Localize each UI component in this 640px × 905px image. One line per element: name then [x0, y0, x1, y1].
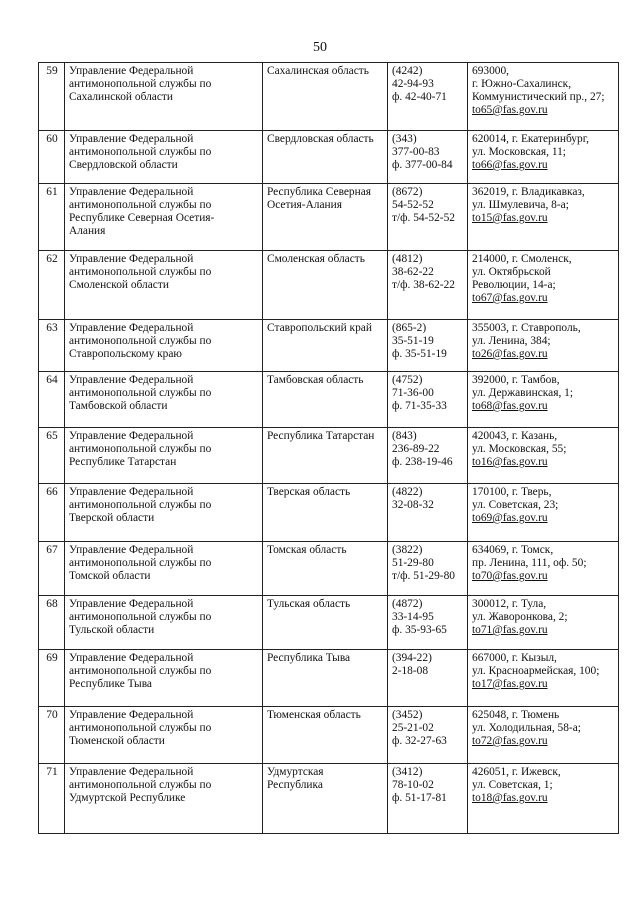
address-line: 355003, г. Ставрополь, — [472, 322, 581, 334]
row-number-cell — [39, 131, 65, 184]
row-number-cell — [39, 320, 65, 372]
office-name-line: Управление Федеральной — [69, 544, 194, 556]
address-line: 362019, г. Владикавказ, — [472, 186, 585, 198]
phone-line: ф. 42-40-71 — [392, 91, 447, 103]
phone-cell — [388, 650, 468, 707]
office-name-line: Управление Федеральной — [69, 322, 194, 334]
table-row — [39, 428, 619, 484]
email-link[interactable]: to67@fas.gov.ru — [472, 292, 548, 304]
office-name-line: Республике Тыва — [69, 678, 152, 690]
address-line: ул. Московская, 11; — [472, 146, 566, 158]
phone-cell — [388, 63, 468, 131]
region-line: Тульская область — [267, 598, 351, 610]
region-line: Тюменская область — [267, 709, 361, 721]
table-row — [39, 484, 619, 542]
address-cell — [468, 764, 619, 834]
office-name-line: Томской области — [69, 570, 151, 582]
table-row — [39, 764, 619, 834]
phone-line: ф. 238-19-46 — [392, 456, 453, 468]
email-link[interactable]: to68@fas.gov.ru — [472, 400, 548, 412]
office-name-line: Управление Федеральной — [69, 709, 194, 721]
phone-line: (4812) — [392, 253, 423, 265]
office-name-cell — [65, 320, 263, 372]
address-line: ул. Шмулевича, 8-а; — [472, 199, 569, 211]
region-cell — [263, 251, 388, 320]
region-cell — [263, 131, 388, 184]
table-row — [39, 251, 619, 320]
row-number-cell — [39, 650, 65, 707]
address-line: ул. Октябрьской — [472, 266, 551, 278]
table-row — [39, 596, 619, 650]
office-name-line: Алания — [69, 225, 106, 237]
address-line: ул. Державинская, 1; — [472, 387, 573, 399]
phone-cell — [388, 542, 468, 596]
office-name-line: антимонопольной службы по — [69, 499, 212, 511]
address-cell — [468, 428, 619, 484]
region-cell — [263, 63, 388, 131]
phone-line: 377-00-83 — [392, 146, 440, 158]
office-name-cell — [65, 131, 263, 184]
address-line: 300012, г. Тула, — [472, 598, 547, 610]
region-cell — [263, 184, 388, 251]
email-link[interactable]: to65@fas.gov.ru — [472, 104, 548, 116]
phone-line: 38-62-22 — [392, 266, 434, 278]
row-number-cell — [39, 596, 65, 650]
region-cell — [263, 320, 388, 372]
phone-line: (3412) — [392, 766, 423, 778]
phone-line: 42-94-93 — [392, 78, 434, 90]
region-line: Удмуртская — [267, 766, 324, 778]
phone-line: 54-52-52 — [392, 199, 434, 211]
table-row — [39, 707, 619, 764]
address-line: пр. Ленина, 111, оф. 50; — [472, 557, 587, 569]
address-line: 170100, г. Тверь, — [472, 486, 552, 498]
address-line: 392000, г. Тамбов, — [472, 374, 560, 386]
page-number: 50 — [313, 40, 327, 55]
office-name-line: антимонопольной службы по — [69, 335, 212, 347]
office-name-cell — [65, 428, 263, 484]
phone-cell — [388, 184, 468, 251]
phone-line: (3822) — [392, 544, 423, 556]
office-name-line: антимонопольной службы по — [69, 665, 212, 677]
row-number: 68 — [46, 598, 58, 610]
phone-line: 236-89-22 — [392, 443, 440, 455]
address-cell — [468, 131, 619, 184]
region-line: Республика Тыва — [267, 652, 351, 664]
email-link[interactable]: to70@fas.gov.ru — [472, 570, 548, 582]
address-line: 693000, — [472, 65, 510, 77]
address-line: ул. Красноармейская, 100; — [472, 665, 600, 677]
office-name-line: Управление Федеральной — [69, 186, 194, 198]
address-line: 420043, г. Казань, — [472, 430, 558, 442]
address-line: г. Южно-Сахалинск, — [472, 78, 572, 90]
region-line: Ставропольский край — [267, 322, 372, 334]
row-number-cell — [39, 764, 65, 834]
phone-line: т/ф. 54-52-52 — [392, 212, 455, 224]
region-line: Смоленская область — [267, 253, 365, 265]
address-line: 667000, г. Кызыл, — [472, 652, 557, 664]
phone-line: (4752) — [392, 374, 423, 386]
phone-line: ф. 35-93-65 — [392, 624, 447, 636]
office-name-line: антимонопольной службы по — [69, 146, 212, 158]
row-number-cell — [39, 63, 65, 131]
office-name-line: Управление Федеральной — [69, 65, 194, 77]
region-cell — [263, 764, 388, 834]
row-number: 66 — [46, 486, 58, 498]
office-name-cell — [65, 707, 263, 764]
phone-cell — [388, 596, 468, 650]
office-name-cell — [65, 542, 263, 596]
address-cell — [468, 251, 619, 320]
phone-line: (3452) — [392, 709, 423, 721]
row-number-cell — [39, 372, 65, 428]
phone-line: т/ф. 51-29-80 — [392, 570, 455, 582]
row-number: 69 — [46, 652, 58, 664]
phone-line: (4872) — [392, 598, 423, 610]
row-number: 62 — [46, 253, 58, 265]
address-line: 214000, г. Смоленск, — [472, 253, 572, 265]
phone-cell — [388, 484, 468, 542]
region-cell — [263, 596, 388, 650]
address-cell — [468, 320, 619, 372]
address-cell — [468, 542, 619, 596]
address-line: ул. Холодильная, 58-а; — [472, 722, 581, 734]
office-name-line: Свердловской области — [69, 159, 178, 171]
region-cell — [263, 650, 388, 707]
table-row — [39, 63, 619, 131]
office-name-cell — [65, 484, 263, 542]
row-number: 60 — [46, 133, 58, 145]
row-number-cell — [39, 184, 65, 251]
office-name-line: Управление Федеральной — [69, 766, 194, 778]
row-number: 71 — [46, 766, 58, 778]
office-name-line: Управление Федеральной — [69, 133, 194, 145]
office-name-cell — [65, 184, 263, 251]
phone-cell — [388, 251, 468, 320]
office-name-cell — [65, 63, 263, 131]
registry-table-body — [39, 63, 619, 834]
phone-line: 51-29-80 — [392, 557, 434, 569]
email-link[interactable]: to15@fas.gov.ru — [472, 212, 548, 224]
email-link[interactable]: to66@fas.gov.ru — [472, 159, 548, 171]
phone-line: ф. 35-51-19 — [392, 348, 447, 360]
table-row — [39, 542, 619, 596]
phone-line: (8672) — [392, 186, 423, 198]
office-name-line: Смоленской области — [69, 279, 169, 291]
office-name-line: антимонопольной службы по — [69, 199, 212, 211]
office-name-line: Управление Федеральной — [69, 486, 194, 498]
table-row — [39, 184, 619, 251]
email-link[interactable]: to18@fas.gov.ru — [472, 792, 548, 804]
phone-line: (394-22) — [392, 652, 432, 664]
phone-line: ф. 377-00-84 — [392, 159, 453, 171]
region-line: Томская область — [267, 544, 347, 556]
office-name-line: Сахалинской области — [69, 91, 173, 103]
phone-line: (343) — [392, 133, 417, 145]
region-line: Осетия-Алания — [267, 199, 342, 211]
email-link[interactable]: to71@fas.gov.ru — [472, 624, 548, 636]
office-name-line: Республике Татарстан — [69, 456, 177, 468]
phone-line: (843) — [392, 430, 417, 442]
row-number: 61 — [46, 186, 58, 198]
office-name-cell — [65, 650, 263, 707]
office-name-cell — [65, 764, 263, 834]
phone-line: 78-10-02 — [392, 779, 434, 791]
phone-line: 2-18-08 — [392, 665, 429, 677]
region-line: Свердловская область — [267, 133, 374, 145]
row-number-cell — [39, 251, 65, 320]
region-cell — [263, 372, 388, 428]
phone-line: ф. 32-27-63 — [392, 735, 447, 747]
office-name-line: антимонопольной службы по — [69, 722, 212, 734]
region-line: Сахалинская область — [267, 65, 369, 77]
office-name-line: антимонопольной службы по — [69, 557, 212, 569]
region-line: Республика — [267, 779, 323, 791]
address-line: ул. Ленина, 384; — [472, 335, 551, 347]
address-line: Коммунистический пр., 27; — [472, 91, 605, 103]
region-cell — [263, 428, 388, 484]
row-number: 67 — [46, 544, 58, 556]
address-line: ул. Советская, 1; — [472, 779, 553, 791]
office-name-line: антимонопольной службы по — [69, 387, 212, 399]
office-name-line: Управление Федеральной — [69, 253, 194, 265]
row-number-cell — [39, 542, 65, 596]
phone-cell — [388, 428, 468, 484]
row-number: 59 — [46, 65, 58, 77]
region-line: Тверская область — [267, 486, 351, 498]
email-link[interactable]: to69@fas.gov.ru — [472, 512, 548, 524]
region-cell — [263, 484, 388, 542]
phone-line: 32-08-32 — [392, 499, 434, 511]
address-cell — [468, 707, 619, 764]
phone-line: 33-14-95 — [392, 611, 434, 623]
address-cell — [468, 484, 619, 542]
address-line: 634069, г. Томск, — [472, 544, 554, 556]
office-name-line: антимонопольной службы по — [69, 611, 212, 623]
address-line: Революции, 14-а; — [472, 279, 556, 291]
row-number: 70 — [46, 709, 58, 721]
phone-cell — [388, 320, 468, 372]
phone-cell — [388, 372, 468, 428]
office-name-line: Республике Северная Осетия- — [69, 212, 215, 224]
office-name-cell — [65, 251, 263, 320]
address-line: ул. Советская, 23; — [472, 499, 559, 511]
registry-table — [38, 62, 619, 834]
address-cell — [468, 372, 619, 428]
address-cell — [468, 184, 619, 251]
office-name-line: Тверской области — [69, 512, 155, 524]
row-number-cell — [39, 428, 65, 484]
region-line: Республика Северная — [267, 186, 372, 198]
phone-line: ф. 71-35-33 — [392, 400, 447, 412]
address-line: 620014, г. Екатеринбург, — [472, 133, 589, 145]
phone-line: (4822) — [392, 486, 423, 498]
phone-line: 71-36-00 — [392, 387, 434, 399]
phone-line: ф. 51-17-81 — [392, 792, 447, 804]
phone-line: (865-2) — [392, 322, 427, 334]
table-row — [39, 131, 619, 184]
email-link[interactable]: to16@fas.gov.ru — [472, 456, 548, 468]
address-line: ул. Московская, 55; — [472, 443, 567, 455]
office-name-cell — [65, 596, 263, 650]
address-line: ул. Жаворонкова, 2; — [472, 611, 568, 623]
email-link[interactable]: to17@fas.gov.ru — [472, 678, 548, 690]
table-row — [39, 650, 619, 707]
address-cell — [468, 63, 619, 131]
office-name-line: Тамбовской области — [69, 400, 168, 412]
address-cell — [468, 650, 619, 707]
phone-line: 35-51-19 — [392, 335, 434, 347]
address-line: 625048, г. Тюмень — [472, 709, 560, 721]
phone-cell — [388, 707, 468, 764]
office-name-line: антимонопольной службы по — [69, 779, 212, 791]
region-cell — [263, 542, 388, 596]
office-name-line: Управление Федеральной — [69, 652, 194, 664]
email-link[interactable]: to72@fas.gov.ru — [472, 735, 548, 747]
office-name-line: Тульской области — [69, 624, 155, 636]
phone-cell — [388, 131, 468, 184]
office-name-line: Управление Федеральной — [69, 430, 194, 442]
table-row — [39, 320, 619, 372]
phone-line: 25-21-02 — [392, 722, 434, 734]
office-name-line: антимонопольной службы по — [69, 266, 212, 278]
phone-cell — [388, 764, 468, 834]
region-line: Республика Татарстан — [267, 430, 375, 442]
phone-line: т/ф. 38-62-22 — [392, 279, 455, 291]
region-line: Тамбовская область — [267, 374, 364, 386]
row-number-cell — [39, 707, 65, 764]
email-link[interactable]: to26@fas.gov.ru — [472, 348, 548, 360]
address-cell — [468, 596, 619, 650]
row-number: 65 — [46, 430, 58, 442]
office-name-line: Управление Федеральной — [69, 598, 194, 610]
office-name-line: антимонопольной службы по — [69, 443, 212, 455]
phone-line: (4242) — [392, 65, 423, 77]
office-name-line: Удмуртской Республике — [69, 792, 186, 804]
office-name-line: Тюменской области — [69, 735, 165, 747]
table-row — [39, 372, 619, 428]
office-name-cell — [65, 372, 263, 428]
row-number-cell — [39, 484, 65, 542]
office-name-line: Управление Федеральной — [69, 374, 194, 386]
address-line: 426051, г. Ижевск, — [472, 766, 561, 778]
row-number: 64 — [46, 374, 58, 386]
office-name-line: Ставропольскому краю — [69, 348, 182, 360]
office-name-line: антимонопольной службы по — [69, 78, 212, 90]
row-number: 63 — [46, 322, 58, 334]
region-cell — [263, 707, 388, 764]
